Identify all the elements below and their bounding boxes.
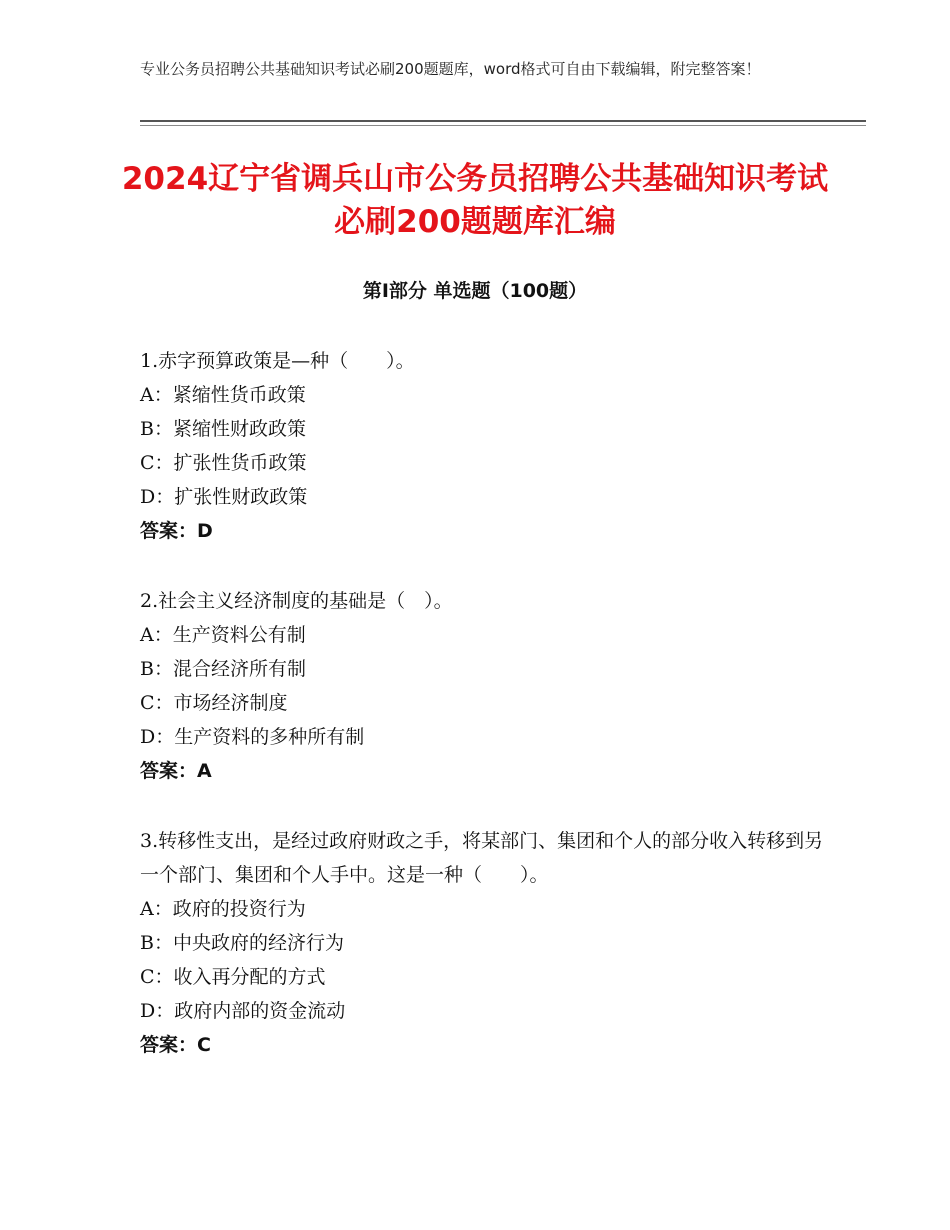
question-1 <box>140 344 840 548</box>
option-b: B：中央政府的经济行为 <box>140 932 344 954</box>
option-a: A：紧缩性货币政策 <box>140 384 306 406</box>
section-title: 第Ⅰ部分 单选题（100题） <box>362 280 588 302</box>
option-d: D：扩张性财政政策 <box>140 486 308 508</box>
question-2 <box>140 584 840 788</box>
answer-value: A <box>197 760 212 782</box>
answer-line <box>140 514 840 548</box>
option-d: D：生产资料的多种所有制 <box>140 726 365 748</box>
header-note: 专业公务员招聘公共基础知识考试必刷200题题库，word格式可自由下载编辑，附完整答案！ <box>140 60 761 78</box>
answer-label: 答案： <box>140 1034 198 1056</box>
question-3 <box>140 824 840 1062</box>
question-spacer <box>140 548 840 584</box>
document-title: 2024辽宁省调兵山市公务员招聘公共基础知识考试必刷200题题库汇编 <box>121 161 829 240</box>
answer-label: 答案： <box>140 760 198 782</box>
option-b: B：混合经济所有制 <box>140 658 306 680</box>
option-d: D：政府内部的资金流动 <box>140 1000 346 1022</box>
question-stem: 2.社会主义经济制度的基础是（ ）。 <box>140 590 453 612</box>
question-spacer <box>140 788 840 824</box>
answer-value: D <box>197 520 213 542</box>
header-divider-thin <box>140 125 866 126</box>
option-a: A：生产资料公有制 <box>140 624 306 646</box>
answer-line <box>140 754 840 788</box>
option-c: C：扩张性货币政策 <box>140 452 307 474</box>
header-divider-thick <box>140 120 866 122</box>
question-stem: 1.赤字预算政策是—种（ ）。 <box>140 350 415 372</box>
option-c: C：收入再分配的方式 <box>140 966 326 988</box>
answer-line <box>140 1028 840 1062</box>
answer-value: C <box>197 1034 211 1056</box>
question-list <box>140 344 840 1062</box>
option-b: B：紧缩性财政政策 <box>140 418 306 440</box>
option-a: A：政府的投资行为 <box>140 898 306 920</box>
question-stem: 3.转移性支出，是经过政府财政之手，将某部门、集团和个人的部分收入转移到另一个部门、集团和个人手中。这是一种（ ）。 <box>140 830 824 886</box>
option-c: C：市场经济制度 <box>140 692 288 714</box>
answer-label: 答案： <box>140 520 198 542</box>
